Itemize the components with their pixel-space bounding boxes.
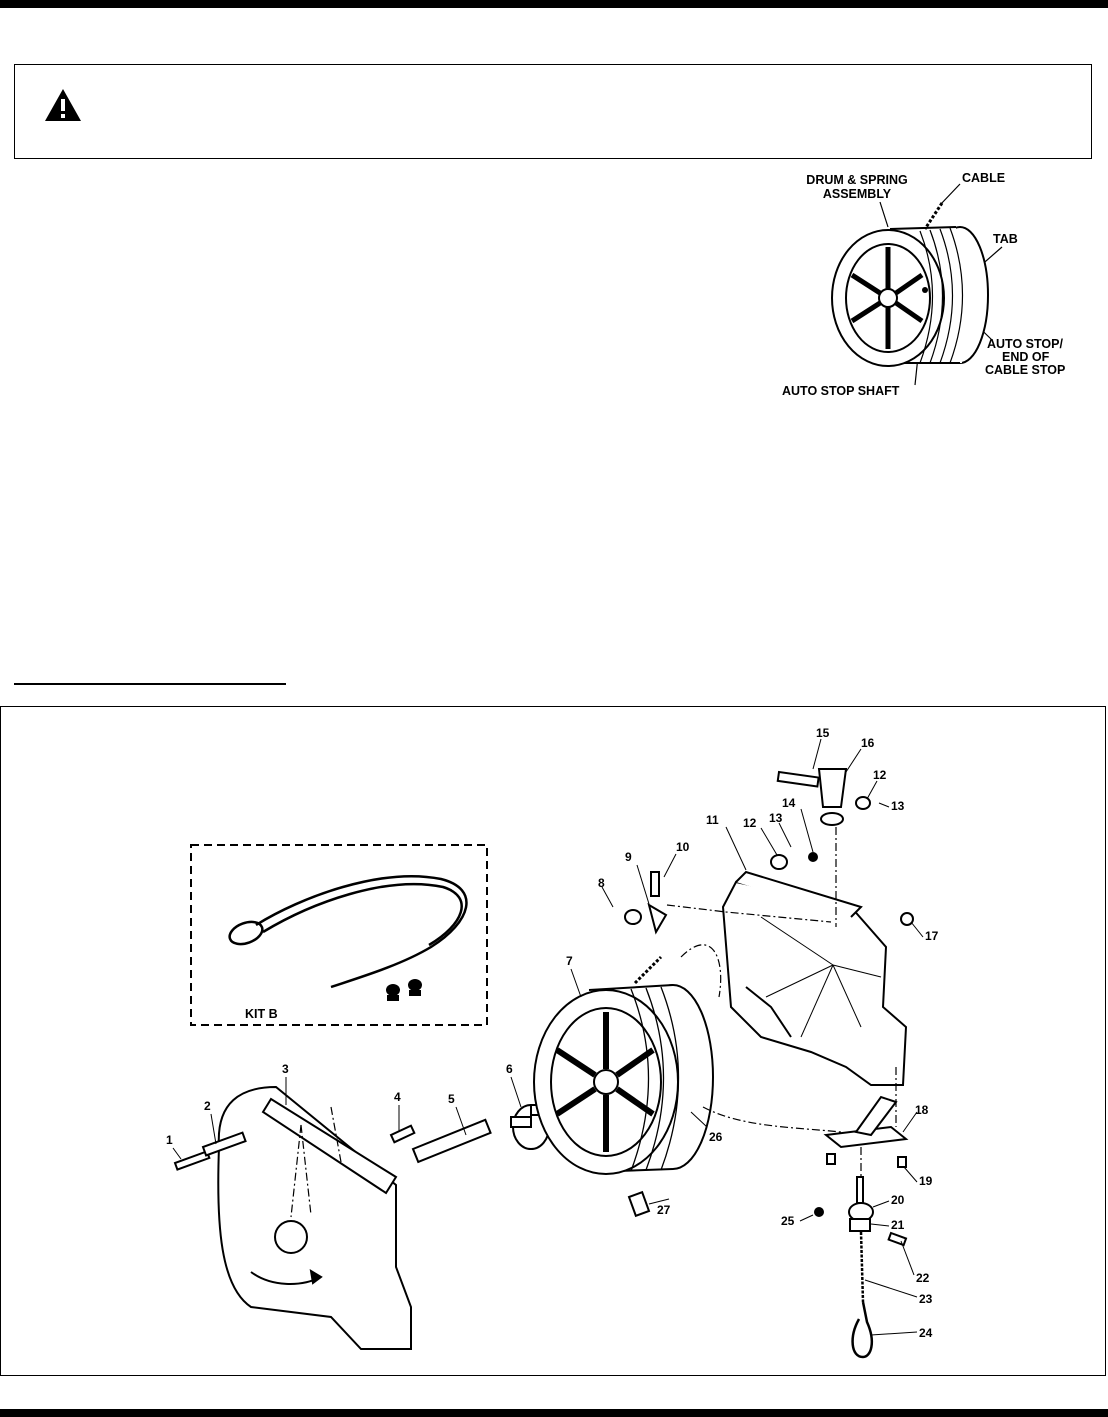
bottom-rule [0,1409,1108,1417]
callout-6: 6 [506,1062,513,1076]
label-tab: TAB [993,232,1018,246]
callout-1: 1 [166,1133,173,1147]
part-10-spring [651,872,659,896]
part-16-clevis [819,769,846,807]
label-drum-spring: DRUM & SPRING [806,173,908,187]
part-14-nut [809,853,817,861]
callout-18: 18 [915,1103,929,1117]
part-16-base [821,813,843,825]
warning-triangle-icon [43,87,83,123]
callout-17: 17 [925,929,939,943]
part-19-screw [898,1157,906,1167]
callout-13a: 13 [769,811,783,825]
part-12b-washer [856,797,870,809]
part-4-spring [391,1126,414,1143]
callout-11: 11 [706,813,719,827]
part-9-pawl [649,905,666,932]
callout-9: 9 [625,850,632,864]
part-12a-washer [771,855,787,869]
part-22-screw [889,1233,906,1245]
part-24-hook [853,1302,872,1357]
label-assembly: ASSEMBLY [822,187,892,201]
callout-14: 14 [782,796,796,810]
part-7-drum [534,985,713,1174]
part-19a-screw [827,1154,835,1164]
callout-19: 19 [919,1174,933,1188]
callout-4: 4 [394,1090,401,1104]
label-cable: CABLE [962,171,1006,185]
callout-2: 2 [204,1099,211,1113]
callout-16: 16 [861,736,875,750]
part-11-right-housing [723,872,906,1085]
warning-box [14,64,1092,159]
callout-3: 3 [282,1062,289,1076]
part-8-washer [625,910,641,924]
part-25-nut [815,1208,823,1216]
callout-10: 10 [676,840,690,854]
callout-5: 5 [448,1092,455,1106]
callout-8: 8 [598,876,605,890]
callout-12a: 12 [743,816,757,830]
label-end-of: END OF [1002,350,1050,364]
callout-12b: 12 [873,768,887,782]
callout-27: 27 [657,1203,671,1217]
exploded-parts-diagram [0,706,1106,1376]
top-rule [0,0,1108,8]
section-heading-underline [14,683,286,685]
part-5-shaft [413,1120,491,1162]
part-15-bolt [778,772,819,786]
callout-15: 15 [816,726,830,740]
left-housing [218,1087,411,1349]
drum-assembly-detail [770,165,1090,410]
kit-cable-coil [227,876,467,987]
label-cable-stop: CABLE STOP [985,363,1066,377]
callout-25: 25 [781,1214,795,1228]
part-21-clamp [850,1219,870,1231]
label-auto-stop: AUTO STOP/ [987,337,1063,351]
part-27-plug [629,1192,649,1216]
callout-21: 21 [891,1218,905,1232]
kit-b-label: KIT B [245,1007,278,1021]
part-17-ring [901,913,913,925]
callout-24: 24 [919,1326,933,1340]
part-1-bolt [175,1151,209,1169]
callout-13b: 13 [891,799,905,813]
label-auto-stop-shaft: AUTO STOP SHAFT [782,384,900,398]
callout-22: 22 [916,1271,930,1285]
callout-26: 26 [709,1130,723,1144]
callout-7: 7 [566,954,573,968]
kit-cable-clamps [386,979,422,1001]
part-23-cable [861,1232,863,1302]
part-20-shaft [857,1177,863,1203]
callout-20: 20 [891,1193,905,1207]
callout-23: 23 [919,1292,933,1306]
